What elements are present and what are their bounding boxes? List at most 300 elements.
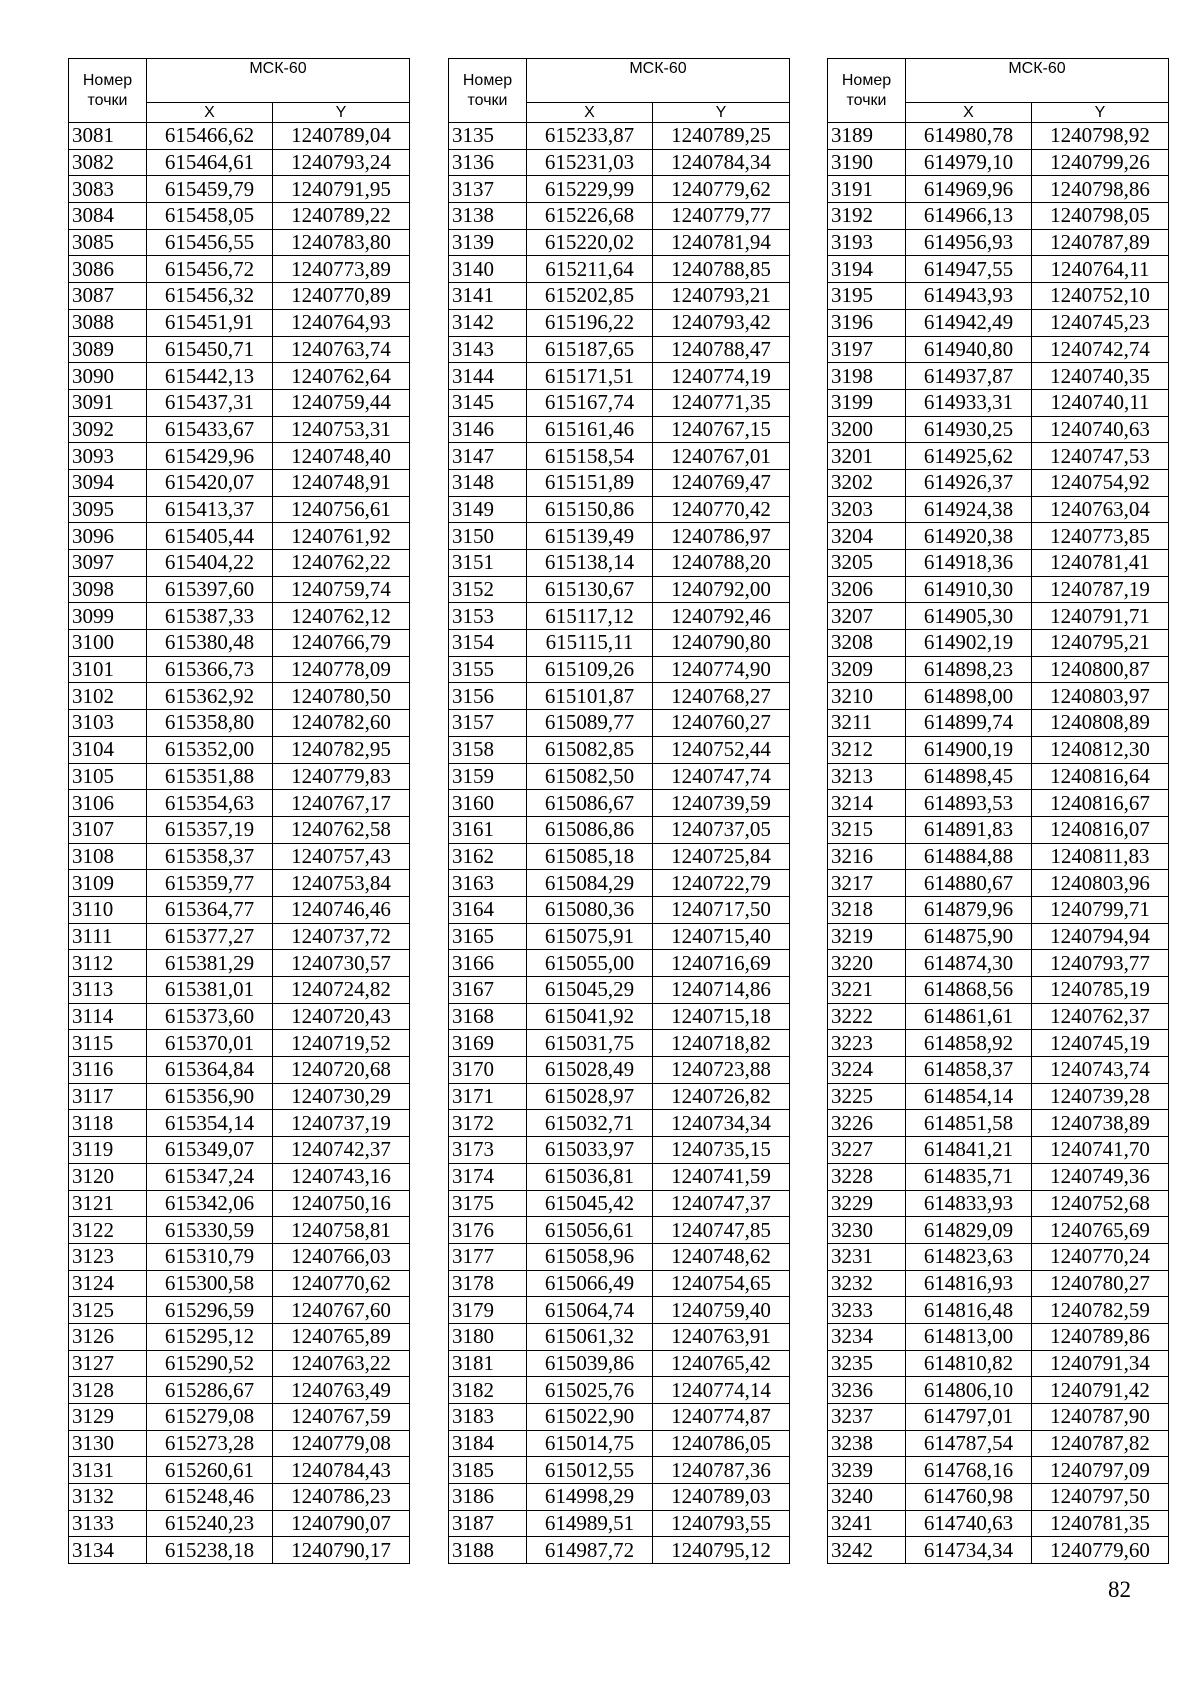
table-row [449, 309, 790, 336]
x-coordinate-cell: 615260,61 [147, 1457, 273, 1484]
y-coordinate-cell: 1240737,19 [273, 1110, 410, 1137]
x-coordinate-cell: 615138,14 [527, 550, 653, 577]
coord-system-header: МСК-60 [527, 59, 790, 103]
table-row [449, 1083, 790, 1110]
table-row [828, 1510, 1169, 1537]
y-coordinate-cell: 1240762,12 [273, 603, 410, 630]
table-row [828, 1057, 1169, 1084]
point-number-cell: 3085 [69, 229, 147, 256]
table-row [449, 923, 790, 950]
x-coordinate-cell: 615084,29 [527, 870, 653, 897]
y-coordinate-cell: 1240742,74 [1032, 336, 1169, 363]
x-coordinate-cell: 614833,93 [906, 1190, 1032, 1217]
x-coordinate-cell: 614884,88 [906, 843, 1032, 870]
point-number-cell: 3156 [449, 683, 527, 710]
x-coordinate-cell: 615220,02 [527, 229, 653, 256]
table-row [828, 1404, 1169, 1431]
table-row [828, 1537, 1169, 1564]
x-coordinate-cell: 614933,31 [906, 389, 1032, 416]
point-number-cell: 3112 [69, 950, 147, 977]
x-coordinate-cell: 614880,67 [906, 870, 1032, 897]
table-row [828, 550, 1169, 577]
point-number-cell: 3097 [69, 550, 147, 577]
point-number-cell: 3223 [828, 1030, 906, 1057]
point-number-cell: 3195 [828, 283, 906, 310]
point-number-cell: 3228 [828, 1163, 906, 1190]
x-coordinate-cell: 614910,30 [906, 576, 1032, 603]
point-number-cell: 3241 [828, 1510, 906, 1537]
table-row [828, 977, 1169, 1004]
x-coordinate-cell: 615352,00 [147, 736, 273, 763]
table-row [449, 1163, 790, 1190]
x-coordinate-cell: 615380,48 [147, 630, 273, 657]
y-coordinate-cell: 1240769,47 [653, 469, 790, 496]
y-coordinate-cell: 1240760,27 [653, 710, 790, 737]
y-coordinate-cell: 1240788,47 [653, 336, 790, 363]
x-coordinate-cell: 614734,34 [906, 1537, 1032, 1564]
x-coordinate-cell: 615450,71 [147, 336, 273, 363]
x-coordinate-cell: 614787,54 [906, 1430, 1032, 1457]
x-coordinate-cell: 615167,74 [527, 389, 653, 416]
y-coordinate-cell: 1240741,70 [1032, 1137, 1169, 1164]
table-row [69, 389, 410, 416]
x-coordinate-cell: 615229,99 [527, 176, 653, 203]
table-row [69, 683, 410, 710]
y-coordinate-cell: 1240763,74 [273, 336, 410, 363]
point-number-cell: 3209 [828, 656, 906, 683]
table-row [449, 1190, 790, 1217]
y-coordinate-cell: 1240770,62 [273, 1270, 410, 1297]
point-number-cell: 3122 [69, 1217, 147, 1244]
table-row [449, 896, 790, 923]
x-coordinate-cell: 615085,18 [527, 843, 653, 870]
point-number-cell: 3149 [449, 496, 527, 523]
table-row [449, 1030, 790, 1057]
y-coordinate-cell: 1240767,15 [653, 416, 790, 443]
x-coordinate-cell: 615066,49 [527, 1270, 653, 1297]
x-coordinate-cell: 615420,07 [147, 469, 273, 496]
x-coordinate-cell: 615290,52 [147, 1350, 273, 1377]
y-coordinate-cell: 1240738,89 [1032, 1110, 1169, 1137]
point-number-cell: 3157 [449, 710, 527, 737]
y-coordinate-cell: 1240774,14 [653, 1377, 790, 1404]
table-row [828, 1163, 1169, 1190]
x-coordinate-cell: 615347,24 [147, 1163, 273, 1190]
point-number-cell: 3188 [449, 1537, 527, 1564]
point-number-cell: 3082 [69, 149, 147, 176]
table-row [69, 816, 410, 843]
table-row [69, 1190, 410, 1217]
point-number-cell: 3102 [69, 683, 147, 710]
y-coordinate-cell: 1240758,81 [273, 1217, 410, 1244]
point-number-cell: 3146 [449, 416, 527, 443]
point-number-cell: 3222 [828, 1003, 906, 1030]
table-row [828, 1270, 1169, 1297]
x-coordinate-cell: 615075,91 [527, 923, 653, 950]
point-number-cell: 3210 [828, 683, 906, 710]
y-coordinate-cell: 1240771,35 [653, 389, 790, 416]
x-coordinate-cell: 615039,86 [527, 1350, 653, 1377]
y-coordinate-cell: 1240764,11 [1032, 256, 1169, 283]
x-coordinate-cell: 614899,74 [906, 710, 1032, 737]
table-row [69, 1057, 410, 1084]
table-row [69, 950, 410, 977]
table-row [69, 896, 410, 923]
point-number-cell: 3124 [69, 1270, 147, 1297]
x-coordinate-cell: 614898,23 [906, 656, 1032, 683]
point-number-cell: 3220 [828, 950, 906, 977]
x-coordinate-cell: 615211,64 [527, 256, 653, 283]
y-coordinate-cell: 1240779,62 [653, 176, 790, 203]
point-number-cell: 3201 [828, 443, 906, 470]
y-coordinate-cell: 1240793,77 [1032, 950, 1169, 977]
point-number-cell: 3114 [69, 1003, 147, 1030]
point-number-cell: 3113 [69, 977, 147, 1004]
point-number-cell: 3099 [69, 603, 147, 630]
point-number-cell: 3140 [449, 256, 527, 283]
table-row [828, 443, 1169, 470]
y-coordinate-cell: 1240811,83 [1032, 843, 1169, 870]
y-coordinate-cell: 1240770,89 [273, 283, 410, 310]
point-number-cell: 3187 [449, 1510, 527, 1537]
x-coordinate-cell: 614969,96 [906, 176, 1032, 203]
y-coordinate-cell: 1240759,74 [273, 576, 410, 603]
x-coordinate-cell: 615404,22 [147, 550, 273, 577]
point-number-cell: 3179 [449, 1297, 527, 1324]
table-row [828, 149, 1169, 176]
table-row [828, 389, 1169, 416]
point-number-cell: 3154 [449, 630, 527, 657]
point-number-cell: 3121 [69, 1190, 147, 1217]
point-number-cell: 3198 [828, 363, 906, 390]
table-row [69, 1243, 410, 1270]
point-number-cell: 3192 [828, 203, 906, 230]
x-coordinate-cell: 615466,62 [147, 123, 273, 150]
x-coordinate-cell: 615161,46 [527, 416, 653, 443]
y-coordinate-cell: 1240789,04 [273, 123, 410, 150]
x-coordinate-cell: 614851,58 [906, 1110, 1032, 1137]
coord-system-header: МСК-60 [906, 59, 1169, 103]
table-row [69, 1217, 410, 1244]
table-row [828, 603, 1169, 630]
point-number-cell: 3144 [449, 363, 527, 390]
y-coordinate-cell: 1240723,88 [653, 1057, 790, 1084]
table-row [449, 1297, 790, 1324]
point-number-cell: 3216 [828, 843, 906, 870]
x-coordinate-cell: 614768,16 [906, 1457, 1032, 1484]
y-coordinate-cell: 1240752,44 [653, 736, 790, 763]
x-coordinate-cell: 615456,72 [147, 256, 273, 283]
x-coordinate-cell: 615032,71 [527, 1110, 653, 1137]
y-coordinate-cell: 1240764,93 [273, 309, 410, 336]
point-number-cell: 3120 [69, 1163, 147, 1190]
x-coordinate-cell: 614806,10 [906, 1377, 1032, 1404]
point-number-cell: 3196 [828, 309, 906, 336]
point-number-cell: 3096 [69, 523, 147, 550]
y-coordinate-cell: 1240780,50 [273, 683, 410, 710]
point-number-cell: 3226 [828, 1110, 906, 1137]
point-number-cell: 3087 [69, 283, 147, 310]
y-coordinate-cell: 1240784,34 [653, 149, 790, 176]
y-coordinate-cell: 1240779,60 [1032, 1537, 1169, 1564]
point-number-header: Номер точки [828, 59, 906, 123]
x-coordinate-cell: 615456,32 [147, 283, 273, 310]
table-row [69, 1110, 410, 1137]
x-coordinate-cell: 615349,07 [147, 1137, 273, 1164]
point-number-cell: 3205 [828, 550, 906, 577]
x-coordinate-cell: 615456,55 [147, 229, 273, 256]
point-number-cell: 3108 [69, 843, 147, 870]
y-coordinate-cell: 1240737,05 [653, 816, 790, 843]
table-row [69, 1083, 410, 1110]
table-row [69, 176, 410, 203]
y-coordinate-cell: 1240799,71 [1032, 896, 1169, 923]
table-row [449, 176, 790, 203]
point-number-cell: 3098 [69, 576, 147, 603]
x-coordinate-cell: 614947,55 [906, 256, 1032, 283]
coordinates-table-2 [448, 58, 790, 1564]
point-number-cell: 3137 [449, 176, 527, 203]
y-coordinate-cell: 1240763,91 [653, 1323, 790, 1350]
point-number-cell: 3094 [69, 469, 147, 496]
coord-system-header: МСК-60 [147, 59, 410, 103]
table-row [69, 710, 410, 737]
y-coordinate-cell: 1240792,00 [653, 576, 790, 603]
x-coordinate-cell: 615058,96 [527, 1243, 653, 1270]
y-coordinate-cell: 1240759,40 [653, 1297, 790, 1324]
x-coordinate-cell: 615061,32 [527, 1323, 653, 1350]
table-row [69, 149, 410, 176]
table-row [449, 977, 790, 1004]
point-number-cell: 3224 [828, 1057, 906, 1084]
y-coordinate-cell: 1240787,36 [653, 1457, 790, 1484]
table-row [449, 1377, 790, 1404]
table-row [449, 790, 790, 817]
point-number-cell: 3118 [69, 1110, 147, 1137]
table-row [828, 1217, 1169, 1244]
y-coordinate-cell: 1240734,34 [653, 1110, 790, 1137]
point-number-cell: 3148 [449, 469, 527, 496]
point-number-cell: 3242 [828, 1537, 906, 1564]
point-number-cell: 3170 [449, 1057, 527, 1084]
x-coordinate-cell: 614898,00 [906, 683, 1032, 710]
x-coordinate-cell: 615442,13 [147, 363, 273, 390]
point-number-cell: 3145 [449, 389, 527, 416]
table-row [828, 203, 1169, 230]
point-number-cell: 3110 [69, 896, 147, 923]
table-row [828, 656, 1169, 683]
table-row [69, 550, 410, 577]
table-row [828, 896, 1169, 923]
point-number-cell: 3202 [828, 469, 906, 496]
point-number-cell: 3141 [449, 283, 527, 310]
x-coordinate-cell: 614879,96 [906, 896, 1032, 923]
point-number-header: Номер точки [449, 59, 527, 123]
x-coordinate-cell: 614810,82 [906, 1350, 1032, 1377]
point-number-cell: 3191 [828, 176, 906, 203]
point-number-cell: 3227 [828, 1137, 906, 1164]
table-row [449, 576, 790, 603]
x-coordinate-cell: 614898,45 [906, 763, 1032, 790]
x-coordinate-cell: 615381,01 [147, 977, 273, 1004]
table-row [449, 1457, 790, 1484]
y-coordinate-cell: 1240791,34 [1032, 1350, 1169, 1377]
x-coordinate-cell: 614979,10 [906, 149, 1032, 176]
y-coordinate-cell: 1240788,85 [653, 256, 790, 283]
x-column-header: X [527, 103, 653, 123]
x-coordinate-cell: 615187,65 [527, 336, 653, 363]
point-number-cell: 3151 [449, 550, 527, 577]
x-coordinate-cell: 615022,90 [527, 1404, 653, 1431]
y-coordinate-cell: 1240753,84 [273, 870, 410, 897]
table-row [449, 416, 790, 443]
x-coordinate-cell: 615045,29 [527, 977, 653, 1004]
y-coordinate-cell: 1240743,74 [1032, 1057, 1169, 1084]
point-number-cell: 3119 [69, 1137, 147, 1164]
y-coordinate-cell: 1240816,64 [1032, 763, 1169, 790]
x-coordinate-cell: 615381,29 [147, 950, 273, 977]
point-number-cell: 3128 [69, 1377, 147, 1404]
y-coordinate-cell: 1240740,11 [1032, 389, 1169, 416]
y-coordinate-cell: 1240745,23 [1032, 309, 1169, 336]
x-coordinate-cell: 614940,80 [906, 336, 1032, 363]
x-coordinate-cell: 614956,93 [906, 229, 1032, 256]
x-coordinate-cell: 615356,90 [147, 1083, 273, 1110]
point-number-cell: 3160 [449, 790, 527, 817]
x-coordinate-cell: 615082,85 [527, 736, 653, 763]
x-coordinate-cell: 614858,92 [906, 1030, 1032, 1057]
x-coordinate-cell: 614966,13 [906, 203, 1032, 230]
table-row [69, 790, 410, 817]
table-row [828, 496, 1169, 523]
point-number-cell: 3105 [69, 763, 147, 790]
y-coordinate-cell: 1240784,43 [273, 1457, 410, 1484]
point-number-cell: 3204 [828, 523, 906, 550]
point-number-cell: 3207 [828, 603, 906, 630]
x-coordinate-cell: 615295,12 [147, 1323, 273, 1350]
point-number-cell: 3135 [449, 123, 527, 150]
point-number-cell: 3190 [828, 149, 906, 176]
point-number-cell: 3200 [828, 416, 906, 443]
table-row [69, 1484, 410, 1511]
y-coordinate-cell: 1240746,46 [273, 896, 410, 923]
table-row [449, 496, 790, 523]
table-row [828, 283, 1169, 310]
table-row [69, 1377, 410, 1404]
point-number-cell: 3174 [449, 1163, 527, 1190]
x-coordinate-cell: 614930,25 [906, 416, 1032, 443]
x-coordinate-cell: 615377,27 [147, 923, 273, 950]
y-coordinate-cell: 1240816,07 [1032, 816, 1169, 843]
point-number-cell: 3203 [828, 496, 906, 523]
y-coordinate-cell: 1240782,59 [1032, 1297, 1169, 1324]
point-number-cell: 3178 [449, 1270, 527, 1297]
point-number-cell: 3111 [69, 923, 147, 950]
x-coordinate-cell: 614987,72 [527, 1537, 653, 1564]
point-number-cell: 3168 [449, 1003, 527, 1030]
y-coordinate-cell: 1240756,61 [273, 496, 410, 523]
x-coordinate-cell: 615139,49 [527, 523, 653, 550]
table-row [449, 1350, 790, 1377]
table-row [69, 496, 410, 523]
point-number-cell: 3136 [449, 149, 527, 176]
point-number-cell: 3130 [69, 1430, 147, 1457]
point-number-cell: 3186 [449, 1484, 527, 1511]
point-number-cell: 3173 [449, 1137, 527, 1164]
table-row [449, 710, 790, 737]
x-coordinate-cell: 614900,19 [906, 736, 1032, 763]
table-row [449, 950, 790, 977]
x-column-header: X [147, 103, 273, 123]
y-coordinate-cell: 1240774,87 [653, 1404, 790, 1431]
x-coordinate-cell: 614980,78 [906, 123, 1032, 150]
table-row [69, 1163, 410, 1190]
point-number-cell: 3134 [69, 1537, 147, 1564]
x-coordinate-cell: 614891,83 [906, 816, 1032, 843]
y-coordinate-cell: 1240791,42 [1032, 1377, 1169, 1404]
y-coordinate-cell: 1240781,35 [1032, 1510, 1169, 1537]
y-column-header: Y [273, 103, 410, 123]
x-coordinate-cell: 614835,71 [906, 1163, 1032, 1190]
x-coordinate-cell: 614875,90 [906, 923, 1032, 950]
point-number-cell: 3167 [449, 977, 527, 1004]
y-coordinate-cell: 1240754,92 [1032, 469, 1169, 496]
table-row [69, 203, 410, 230]
y-coordinate-cell: 1240765,42 [653, 1350, 790, 1377]
table-row [828, 416, 1169, 443]
table-row [69, 1137, 410, 1164]
x-coordinate-cell: 615342,06 [147, 1190, 273, 1217]
table-row [828, 1377, 1169, 1404]
point-number-cell: 3095 [69, 496, 147, 523]
y-coordinate-cell: 1240726,82 [653, 1083, 790, 1110]
y-coordinate-cell: 1240788,20 [653, 550, 790, 577]
y-coordinate-cell: 1240803,96 [1032, 870, 1169, 897]
table-row [69, 229, 410, 256]
x-coordinate-cell: 615273,28 [147, 1430, 273, 1457]
y-coordinate-cell: 1240812,30 [1032, 736, 1169, 763]
x-coordinate-cell: 615025,76 [527, 1377, 653, 1404]
x-coordinate-cell: 614816,48 [906, 1297, 1032, 1324]
table-row [449, 683, 790, 710]
y-coordinate-cell: 1240767,60 [273, 1297, 410, 1324]
point-number-cell: 3181 [449, 1350, 527, 1377]
table-row [828, 1003, 1169, 1030]
point-number-cell: 3142 [449, 309, 527, 336]
y-coordinate-cell: 1240797,50 [1032, 1484, 1169, 1511]
point-number-cell: 3193 [828, 229, 906, 256]
table-row [69, 1350, 410, 1377]
y-coordinate-cell: 1240780,27 [1032, 1270, 1169, 1297]
point-number-cell: 3092 [69, 416, 147, 443]
y-column-header: Y [653, 103, 790, 123]
table-row [828, 1297, 1169, 1324]
y-coordinate-cell: 1240803,97 [1032, 683, 1169, 710]
point-number-cell: 3184 [449, 1430, 527, 1457]
point-number-cell: 3171 [449, 1083, 527, 1110]
point-number-cell: 3159 [449, 763, 527, 790]
table-row [69, 736, 410, 763]
point-number-cell: 3180 [449, 1323, 527, 1350]
table-row [69, 416, 410, 443]
x-coordinate-cell: 615358,80 [147, 710, 273, 737]
point-number-cell: 3101 [69, 656, 147, 683]
point-number-cell: 3116 [69, 1057, 147, 1084]
table-row [69, 1537, 410, 1564]
point-number-cell: 3166 [449, 950, 527, 977]
y-coordinate-cell: 1240786,97 [653, 523, 790, 550]
table-row [828, 683, 1169, 710]
